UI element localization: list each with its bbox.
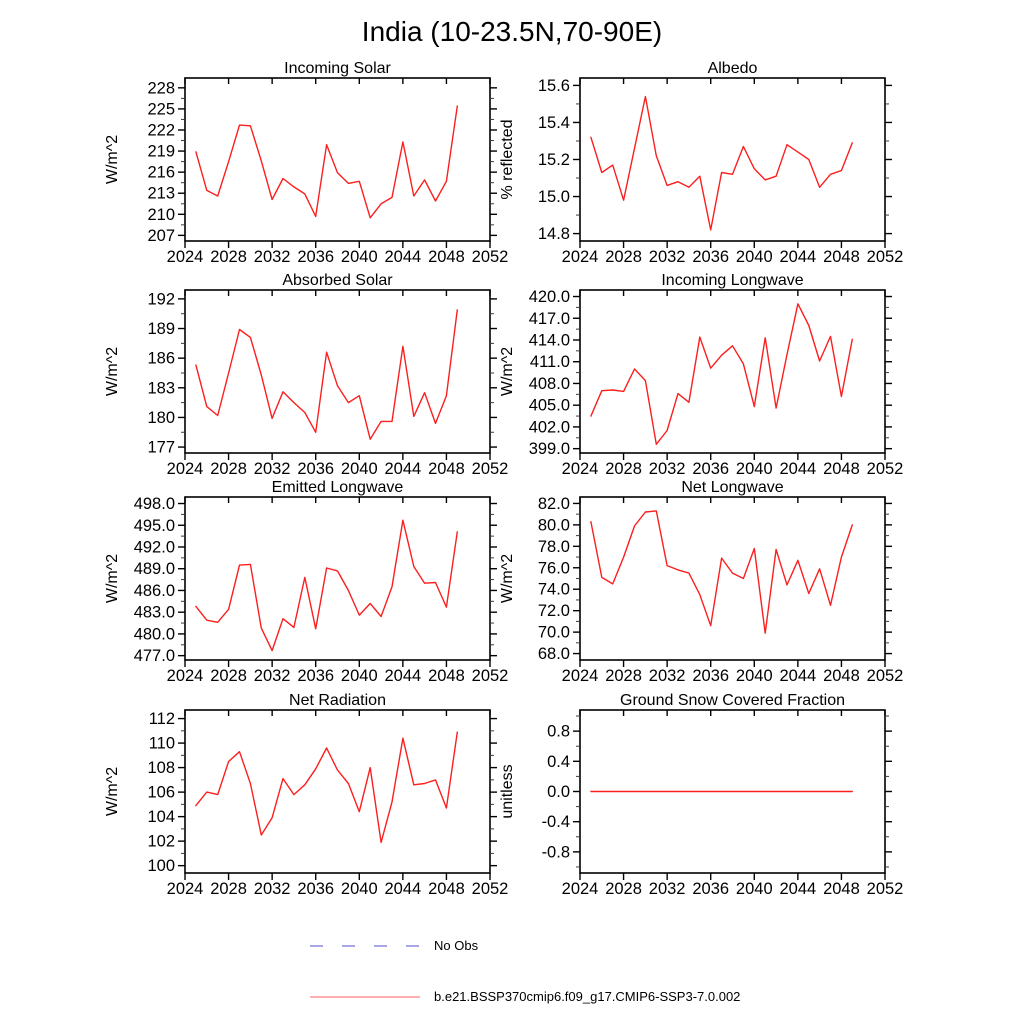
y-tick-label: 72.0 — [537, 602, 570, 621]
x-tick-label: 2024 — [561, 667, 599, 685]
y-tick-label: 405.0 — [528, 396, 570, 415]
x-tick-label: 2036 — [297, 667, 335, 685]
subplot-title: Ground Snow Covered Fraction — [620, 692, 845, 709]
x-tick-label: 2028 — [605, 880, 642, 898]
x-tick-label: 2024 — [561, 880, 599, 898]
y-tick-label: 186 — [147, 349, 175, 368]
y-tick-label: 15.2 — [537, 151, 570, 169]
subplot-title: Net Radiation — [289, 692, 386, 709]
y-tick-label: 76.0 — [537, 559, 570, 578]
x-tick-label: 2028 — [210, 667, 247, 685]
x-tick-label: 2032 — [648, 248, 686, 266]
x-tick-label: 2044 — [384, 460, 422, 478]
subplot-albedo — [460, 60, 920, 272]
plot-frame — [580, 497, 885, 660]
y-tick-label: 228 — [147, 79, 175, 98]
x-tick-label: 2036 — [297, 880, 335, 898]
y-tick-label: 222 — [147, 121, 175, 140]
plot-frame — [185, 710, 490, 873]
y-axis-label: W/m^2 — [104, 134, 121, 185]
x-tick-label: 2052 — [471, 667, 509, 685]
subplot-title: Albedo — [707, 60, 758, 77]
data-line — [591, 97, 852, 230]
plot-frame — [185, 78, 490, 241]
y-tick-label: 177 — [147, 438, 175, 457]
y-tick-label: 189 — [147, 320, 175, 339]
data-line — [196, 106, 457, 218]
x-tick-label: 2024 — [561, 460, 599, 478]
x-tick-label: 2028 — [605, 248, 642, 266]
y-tick-label: 213 — [147, 184, 175, 203]
x-tick-label: 2028 — [210, 248, 247, 266]
subplot-ground-snow-covered-fraction — [460, 692, 920, 904]
y-tick-label: 408.0 — [528, 374, 570, 393]
x-tick-label: 2044 — [384, 248, 422, 266]
legend-item-model-run — [310, 989, 740, 1004]
x-tick-label: 2052 — [471, 460, 509, 478]
subplot-title: Incoming Solar — [284, 60, 391, 77]
y-tick-label: 414.0 — [528, 331, 570, 350]
x-tick-label: 2040 — [340, 880, 378, 898]
y-tick-label: -0.4 — [541, 813, 570, 832]
subplot-absorbed-solar — [65, 272, 525, 484]
subplot-title: Net Longwave — [681, 479, 784, 496]
x-tick-label: 2024 — [166, 248, 204, 266]
x-tick-label: 2036 — [297, 248, 335, 266]
x-tick-label: 2048 — [428, 667, 465, 685]
y-tick-label: 15.0 — [537, 188, 570, 207]
x-tick-label: 2032 — [253, 667, 291, 685]
x-tick-label: 2040 — [340, 460, 378, 478]
y-tick-label: 192 — [147, 290, 175, 309]
x-tick-label: 2036 — [692, 667, 730, 685]
y-axis-label: W/m^2 — [104, 553, 121, 604]
y-tick-label: 74.0 — [537, 580, 570, 599]
y-tick-label: 68.0 — [537, 645, 570, 664]
x-tick-label: 2044 — [384, 880, 422, 898]
subplot-title: Emitted Longwave — [271, 479, 404, 496]
x-tick-label: 2024 — [166, 880, 204, 898]
x-tick-label: 2024 — [166, 667, 204, 685]
y-tick-label: 82.0 — [537, 494, 570, 513]
subplot-incoming-solar — [65, 60, 525, 272]
y-tick-label: 180 — [147, 408, 175, 427]
y-axis-label: W/m^2 — [104, 766, 121, 817]
x-tick-label: 2032 — [648, 460, 686, 478]
y-tick-label: 106 — [147, 783, 175, 802]
x-tick-label: 2052 — [866, 880, 904, 898]
legend-label-model-run: b.e21.BSSP370cmip6.f09_g17.CMIP6-SSP3-7.0.002 — [434, 989, 741, 1004]
x-tick-label: 2044 — [779, 460, 817, 478]
y-tick-label: 15.4 — [537, 113, 570, 132]
y-tick-label: 112 — [148, 710, 175, 729]
y-tick-label: 15.6 — [537, 76, 570, 95]
x-tick-label: 2028 — [210, 460, 247, 478]
data-line — [591, 304, 852, 445]
plot-frame — [185, 290, 490, 453]
y-tick-label: 498.0 — [133, 495, 175, 514]
legend-item-no-obs — [310, 938, 478, 953]
subplot-net-longwave — [460, 479, 920, 691]
subplot-net-radiation — [65, 692, 525, 904]
y-tick-label: 0.0 — [547, 783, 570, 801]
y-tick-label: 402.0 — [528, 418, 570, 437]
y-tick-label: 492.0 — [133, 538, 175, 557]
x-tick-label: 2040 — [735, 667, 773, 685]
x-tick-label: 2044 — [384, 667, 422, 685]
y-tick-label: 495.0 — [133, 516, 175, 535]
x-tick-label: 2036 — [692, 460, 730, 478]
x-tick-label: 2032 — [253, 460, 291, 478]
x-tick-label: 2048 — [823, 880, 860, 898]
y-tick-label: 100 — [147, 857, 175, 876]
subplot-emitted-longwave — [65, 479, 525, 691]
x-tick-label: 2048 — [823, 667, 860, 685]
subplot-title: Absorbed Solar — [282, 272, 393, 289]
plot-frame — [580, 78, 885, 241]
y-tick-label: 0.4 — [547, 752, 570, 771]
y-axis-label: unitless — [499, 764, 516, 819]
y-tick-label: 480.0 — [133, 625, 175, 644]
y-tick-label: 486.0 — [133, 581, 175, 600]
x-tick-label: 2048 — [428, 880, 465, 898]
x-tick-label: 2024 — [166, 460, 204, 478]
x-tick-label: 2028 — [605, 460, 642, 478]
y-axis-label: W/m^2 — [499, 346, 516, 397]
y-tick-label: 14.8 — [537, 225, 570, 244]
y-tick-label: 108 — [147, 759, 175, 778]
x-tick-label: 2048 — [823, 460, 860, 478]
x-tick-label: 2028 — [605, 667, 642, 685]
x-tick-label: 2052 — [866, 460, 904, 478]
y-tick-label: 411.0 — [529, 353, 570, 372]
x-tick-label: 2040 — [735, 460, 773, 478]
x-tick-label: 2032 — [253, 880, 291, 898]
x-tick-label: 2024 — [561, 248, 599, 266]
data-line — [196, 520, 457, 650]
y-tick-label: 483.0 — [133, 603, 175, 622]
y-tick-label: 489.0 — [133, 560, 175, 579]
x-tick-label: 2032 — [648, 667, 686, 685]
no-obs-dashed-line-sample — [310, 942, 422, 950]
legend-label-no-obs: No Obs — [434, 938, 479, 953]
y-tick-label: 219 — [147, 142, 175, 161]
data-line — [196, 732, 457, 842]
subplot-title: Incoming Longwave — [661, 272, 804, 289]
y-axis-label: W/m^2 — [499, 553, 516, 604]
x-tick-label: 2044 — [779, 667, 817, 685]
x-tick-label: 2040 — [340, 248, 378, 266]
y-tick-label: 477.0 — [133, 647, 175, 666]
x-tick-label: 2048 — [823, 248, 860, 266]
y-tick-label: 104 — [147, 808, 175, 827]
plot-frame — [580, 290, 885, 453]
x-tick-label: 2044 — [779, 248, 817, 266]
x-tick-label: 2036 — [692, 248, 730, 266]
x-tick-label: 2048 — [428, 248, 465, 266]
x-tick-label: 2052 — [866, 667, 904, 685]
y-tick-label: -0.8 — [541, 843, 570, 862]
x-tick-label: 2040 — [340, 667, 378, 685]
x-tick-label: 2040 — [735, 880, 773, 898]
y-tick-label: 183 — [147, 379, 175, 398]
y-tick-label: 78.0 — [537, 537, 570, 556]
x-tick-label: 2052 — [471, 248, 509, 266]
y-tick-label: 207 — [147, 226, 175, 245]
plot-frame — [185, 497, 490, 660]
y-tick-label: 417.0 — [528, 309, 570, 328]
x-tick-label: 2028 — [210, 880, 247, 898]
y-tick-label: 399.0 — [528, 440, 570, 459]
x-tick-label: 2044 — [779, 880, 817, 898]
x-tick-label: 2036 — [297, 460, 335, 478]
y-tick-label: 0.8 — [547, 722, 570, 741]
x-tick-label: 2036 — [692, 880, 730, 898]
model-run-line-sample — [310, 993, 422, 1001]
x-tick-label: 2032 — [253, 248, 291, 266]
x-tick-label: 2048 — [428, 460, 465, 478]
data-line — [591, 511, 852, 633]
y-tick-label: 80.0 — [537, 516, 570, 535]
y-tick-label: 102 — [147, 832, 175, 851]
y-tick-label: 216 — [147, 163, 175, 182]
x-tick-label: 2052 — [471, 880, 509, 898]
y-axis-label: W/m^2 — [104, 346, 121, 397]
subplot-incoming-longwave — [460, 272, 920, 484]
y-tick-label: 420.0 — [528, 288, 570, 307]
y-tick-label: 70.0 — [537, 623, 570, 642]
y-tick-label: 110 — [148, 734, 175, 753]
data-line — [196, 310, 457, 439]
page-title: India (10-23.5N,70-90E) — [361, 16, 663, 47]
x-tick-label: 2032 — [648, 880, 686, 898]
x-tick-label: 2052 — [866, 248, 904, 266]
x-tick-label: 2040 — [735, 248, 773, 266]
y-axis-label: % reflected — [499, 119, 516, 200]
y-tick-label: 210 — [147, 205, 175, 224]
y-tick-label: 225 — [147, 100, 175, 119]
